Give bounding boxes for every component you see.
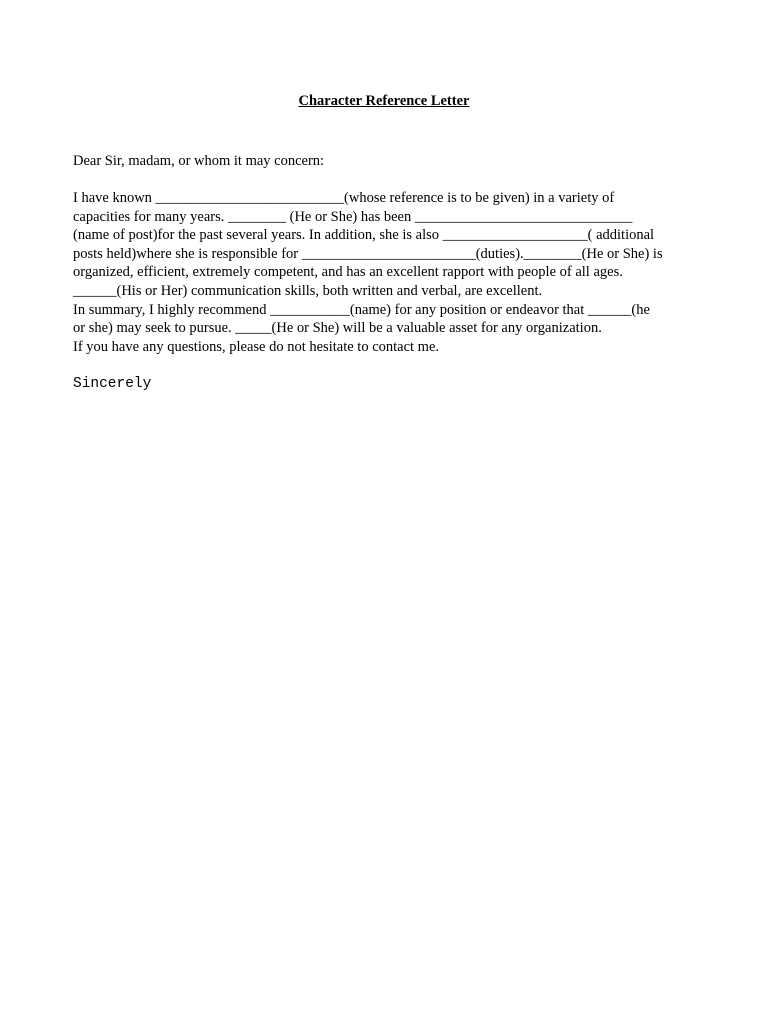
body-line: If you have any questions, please do not hesitate to contact me.: [73, 338, 440, 355]
body-line: capacities for many years. ________ (He or She) has been ______________________________: [73, 208, 633, 225]
body-line: ______(His or Her) communication skills, both written and verbal, are excellent.: [73, 282, 543, 299]
letter-body: [73, 189, 713, 356]
letter-title: Character Reference Letter: [298, 93, 470, 109]
body-line: organized, efficient, extremely competent, and has an excellent rapport with people of all ages.: [73, 264, 623, 281]
body-line: or she) may seek to pursue. _____(He or She) will be a valuable asset for any organization.: [73, 320, 602, 337]
body-line: In summary, I highly recommend ___________(name) for any position or endeavor that ______(he: [73, 301, 650, 318]
body-line: posts held)where she is responsible for ________________________(duties).________(He or She) is: [73, 245, 663, 262]
closing: Sincerely: [73, 376, 152, 392]
body-line: (name of post)for the past several years. In addition, she is also ____________________( additional: [73, 227, 655, 244]
body-line: I have known __________________________(whose reference is to be given) in a variety of: [73, 190, 615, 206]
salutation: Dear Sir, madam, or whom it may concern:: [73, 153, 325, 169]
